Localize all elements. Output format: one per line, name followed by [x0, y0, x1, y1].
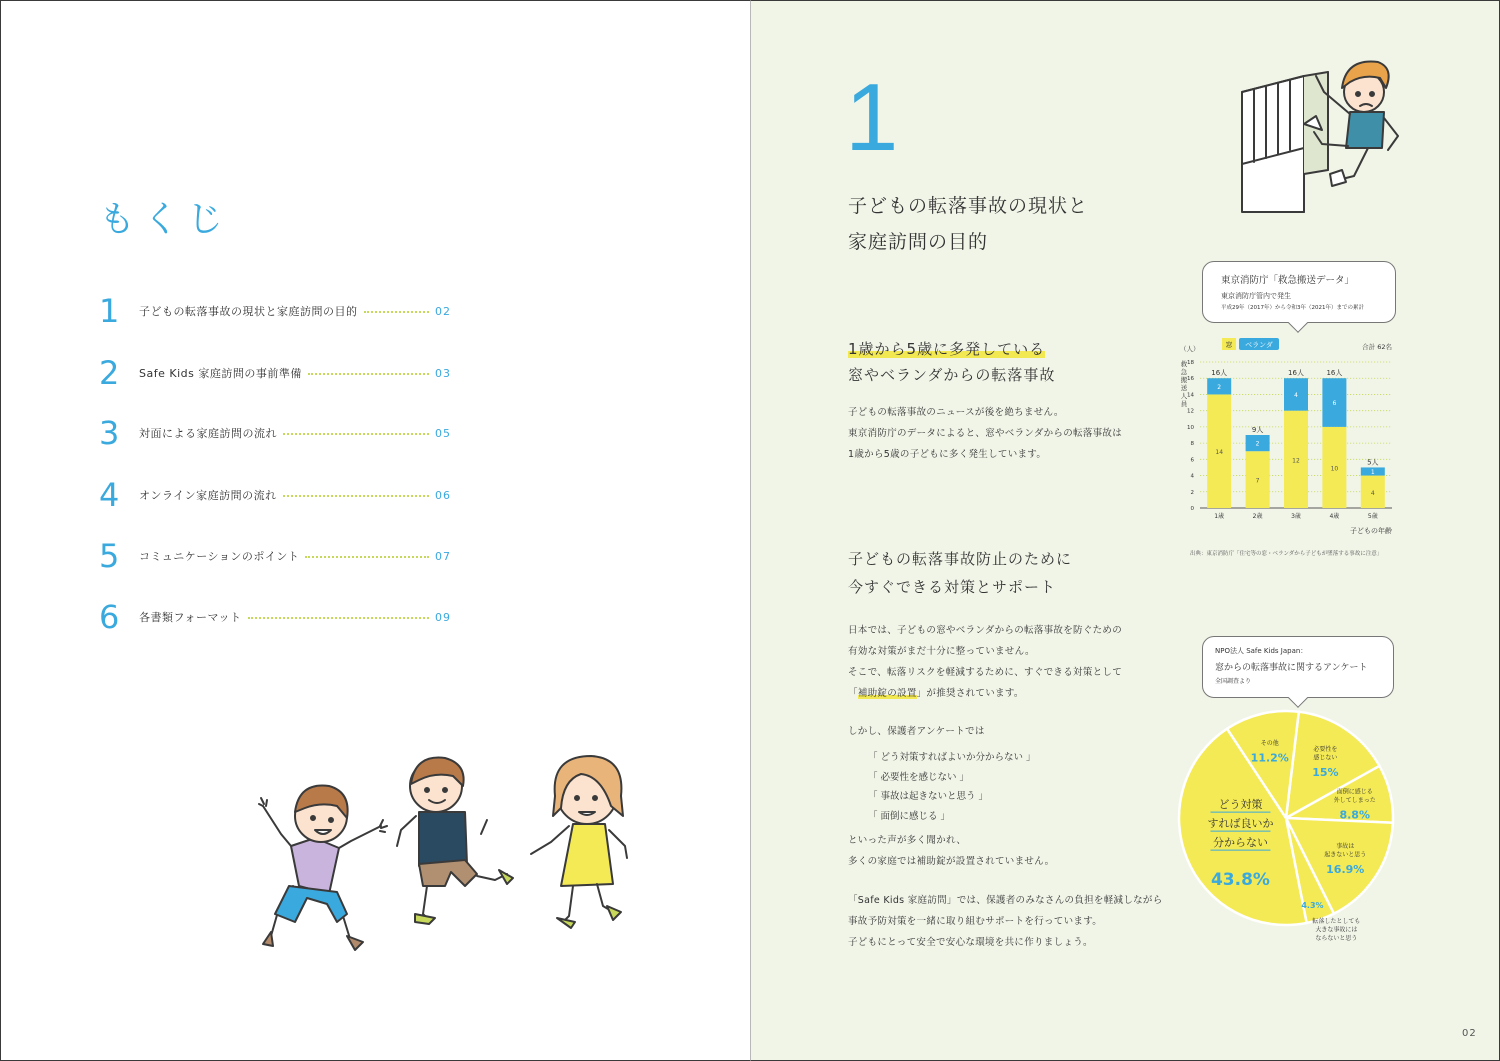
pie-value: 43.8%: [1210, 870, 1270, 891]
body-line: 多くの家庭では補助錠が設置されていません。: [848, 856, 1055, 867]
pie-label: 大きな事故には: [1315, 926, 1358, 934]
body-line: 「Safe Kids 家庭訪問」では、保護者のみなさんの負担を軽減しながら: [848, 895, 1163, 906]
toc-item-1[interactable]: [99, 291, 451, 331]
quote: 「 必要性を感じない 」: [868, 771, 970, 783]
toc-item-label: 子どもの転落事故の現状と家庭訪問の目的: [139, 305, 358, 318]
bar-window-value: 12: [1292, 457, 1300, 465]
bar-total-label: 16人: [1326, 369, 1343, 378]
toc-item-label: コミュニケーションのポイント: [139, 550, 300, 563]
toc-item-label: オンライン家庭訪問の流れ: [139, 489, 277, 502]
toc-item-5[interactable]: [99, 536, 451, 576]
pie-label: すれば良いか: [1207, 817, 1274, 831]
pie-label: 外してしまった: [1333, 796, 1376, 804]
toc-item-2[interactable]: [99, 353, 451, 393]
pie-label: 感じない: [1313, 754, 1338, 762]
toc-item-number: 4: [99, 476, 120, 514]
toc-item-page: 03: [435, 366, 451, 380]
bubble-org: NPO法人 Safe Kids Japan：: [1215, 647, 1308, 655]
y-axis-label-char: 送: [1180, 384, 1188, 392]
toc-leader-dots: [283, 495, 429, 497]
bar-total-label: 16人: [1211, 369, 1228, 378]
quote: 「 面倒に感じる 」: [868, 810, 951, 822]
y-tick-label: 10: [1187, 424, 1194, 431]
y-tick-label: 0: [1190, 506, 1194, 512]
toc-item-page: 09: [435, 610, 451, 624]
survey-source-bubble: [1202, 636, 1394, 698]
y-tick-label: 8: [1190, 441, 1194, 448]
data-source-bubble: [1202, 261, 1396, 323]
body-line: といった声が多く聞かれ、: [848, 835, 967, 846]
toc-item-page: 06: [435, 488, 451, 502]
x-tick-label: 1歳: [1214, 513, 1225, 520]
chart-source-note: 出典：東京消防庁「住宅等の窓・ベランダから子どもが墜落する事故に注意」: [1190, 551, 1383, 557]
section-2-body-2: [848, 830, 1054, 872]
x-tick-label: 2歳: [1252, 513, 1263, 520]
chapter-title-line-1: 子どもの転落事故の現状と: [848, 195, 1089, 217]
pie-value: 16.9%: [1326, 862, 1365, 876]
toc-item-label: 対面による家庭訪問の流れ: [139, 427, 277, 440]
body-line: 日本では、子どもの窓やベランダからの転落事故を防ぐための: [848, 625, 1123, 636]
toc-item-page: 05: [435, 426, 451, 440]
toc-item-number: 6: [99, 598, 120, 636]
y-axis-label-char: 急: [1180, 368, 1188, 376]
chapter-title-line-2: 家庭訪問の目的: [848, 231, 989, 253]
section-2-heading-line-1: 子どもの転落事故防止のために: [848, 550, 1073, 568]
y-tick-label: 6: [1190, 457, 1194, 464]
toc-item-4[interactable]: [99, 475, 451, 515]
toc-item-6[interactable]: [99, 597, 451, 637]
toc-leader-dots: [248, 617, 429, 619]
bar-balcony-value: 6: [1332, 400, 1337, 408]
y-axis-label-char: 救: [1180, 360, 1188, 368]
chapter-number: 1: [845, 64, 899, 171]
running-children-illustration: [251, 746, 651, 961]
y-tick-label: 2: [1190, 489, 1194, 496]
toc-item-page: 07: [435, 549, 451, 563]
pie-value: 8.8%: [1339, 808, 1370, 822]
quote: 「 どう対策すればよいか分からない 」: [868, 752, 1036, 763]
pie-value: 4.3%: [1301, 901, 1324, 911]
bar-balcony-value: 2: [1217, 383, 1222, 391]
section-1-heading-line-2: 窓やベランダからの転落事故: [848, 366, 1056, 384]
bubble-note: 全国調査より: [1215, 678, 1252, 685]
toc-title: もくじ: [99, 199, 232, 240]
legend-label-window: 窓: [1225, 341, 1233, 349]
y-axis-label-char: 員: [1180, 400, 1188, 408]
pie-label: 分からない: [1212, 836, 1268, 850]
bar-window-value: 7: [1255, 477, 1260, 485]
highlight-lock-installation: 補助錠の設置: [857, 688, 917, 699]
quote: 「 事故は起きないと思う 」: [868, 791, 989, 802]
bubble-title: 窓からの転落事故に関するアンケート: [1215, 663, 1368, 673]
pie-label: ならないと思う: [1315, 935, 1358, 943]
body-line: 子どもの転落事故のニュースが後を絶ちません。: [848, 407, 1064, 418]
body-line: 有効な対策がまだ十分に整っていません。: [848, 646, 1035, 657]
child-falling-from-balcony-illustration: [1238, 52, 1418, 214]
toc-leader-dots: [364, 311, 430, 313]
pie-label: どう対策: [1218, 798, 1263, 812]
section-1-body: [848, 402, 1122, 465]
toc-item-number: 5: [99, 537, 120, 575]
x-tick-label: 5歳: [1367, 513, 1378, 520]
toc-item-number: 3: [99, 414, 120, 452]
y-tick-label: 18: [1187, 360, 1194, 366]
chart-total-label: 合計 62名: [1362, 343, 1392, 351]
section-2-heading: [848, 545, 1072, 601]
chapter-title: [848, 188, 1088, 260]
toc-leader-dots: [305, 556, 429, 558]
toc-item-number: 2: [99, 354, 120, 392]
y-axis-label-char: 搬: [1180, 376, 1188, 384]
toc-leader-dots: [308, 373, 429, 375]
pie-label: 必要性を: [1313, 745, 1338, 753]
pie-label: 起きないと思う: [1324, 851, 1367, 859]
pie-label: 事故は: [1336, 842, 1355, 850]
body-line-tail: 」が推奨されています。: [916, 688, 1024, 699]
survey-pie-chart: [1170, 698, 1410, 948]
toc-leader-dots: [283, 433, 429, 435]
x-axis-label: 子どもの年齢: [1350, 527, 1392, 535]
y-tick-label: 16: [1187, 376, 1194, 383]
bar-balcony-value: 1: [1370, 469, 1375, 476]
bar-balcony-value: 4: [1294, 391, 1298, 399]
bubble-title: 東京消防庁「救急搬送データ」: [1221, 275, 1355, 286]
body-line: [848, 683, 1122, 704]
section-2-body: [848, 620, 1122, 704]
section-2-body-3: [848, 890, 1163, 953]
body-line: 1歳から5歳の子どもに多く発生しています。: [848, 449, 1047, 460]
y-tick-label: 4: [1190, 473, 1194, 480]
bar-total-label: 5人: [1367, 458, 1379, 467]
y-axis-unit: （人）: [1180, 345, 1200, 353]
bar-window-value: 4: [1370, 489, 1375, 497]
toc-item-3[interactable]: [99, 413, 451, 453]
y-tick-label: 14: [1187, 392, 1194, 399]
y-tick-label: 12: [1187, 408, 1194, 415]
page-number: 02: [1462, 1028, 1477, 1039]
body-line: 子どもにとって安全で安心な環境を共に作りましょう。: [848, 937, 1093, 948]
pie-label: 面倒に感じる: [1336, 788, 1373, 796]
pie-label: 転落したとしても: [1312, 918, 1361, 926]
x-tick-label: 3歳: [1291, 513, 1301, 520]
x-tick-label: 4歳: [1329, 513, 1340, 520]
body-line: 東京消防庁のデータによると、窓やベランダからの転落事故は: [848, 428, 1123, 439]
section-2-heading-line-2: 今すぐできる対策とサポート: [848, 578, 1057, 596]
section-1-heading: [848, 336, 1055, 388]
body-line: そこで、転落リスクを軽減するために、すぐできる対策として: [848, 667, 1123, 678]
bar-window-value: 10: [1330, 465, 1339, 473]
pie-label: その他: [1260, 740, 1279, 748]
bar-balcony-value: 2: [1255, 440, 1260, 448]
bubble-note: 平成29年（2017年）から令和3年（2021年）までの累計: [1221, 305, 1364, 311]
bubble-subtitle: 東京消防庁管内で発生: [1221, 292, 1291, 300]
body-line: 事故予防対策を一緒に取り組むサポートを行っています。: [848, 916, 1103, 927]
section-1-heading-line-1: 1歳から5歳に多発している: [848, 340, 1046, 358]
bracket-open: 「: [848, 688, 858, 699]
bar-window-value: 14: [1215, 449, 1224, 457]
legend-label-balcony: ベランダ: [1245, 341, 1273, 349]
toc-item-label: Safe Kids 家庭訪問の事前準備: [139, 367, 302, 380]
bar-total-label: 9人: [1251, 426, 1264, 434]
stacked-bar-chart: [1168, 334, 1400, 540]
survey-intro: しかし、保護者アンケートでは: [848, 726, 985, 737]
bar-total-label: 16人: [1288, 369, 1304, 378]
toc-item-number: 1: [99, 292, 120, 330]
pie-value: 11.2%: [1250, 751, 1289, 765]
toc-item-page: 02: [435, 304, 451, 318]
parent-quotes: [868, 748, 1036, 826]
y-axis-label-char: 人: [1180, 392, 1188, 400]
toc-item-label: 各書類フォーマット: [139, 611, 242, 624]
pie-value: 15%: [1312, 765, 1339, 779]
